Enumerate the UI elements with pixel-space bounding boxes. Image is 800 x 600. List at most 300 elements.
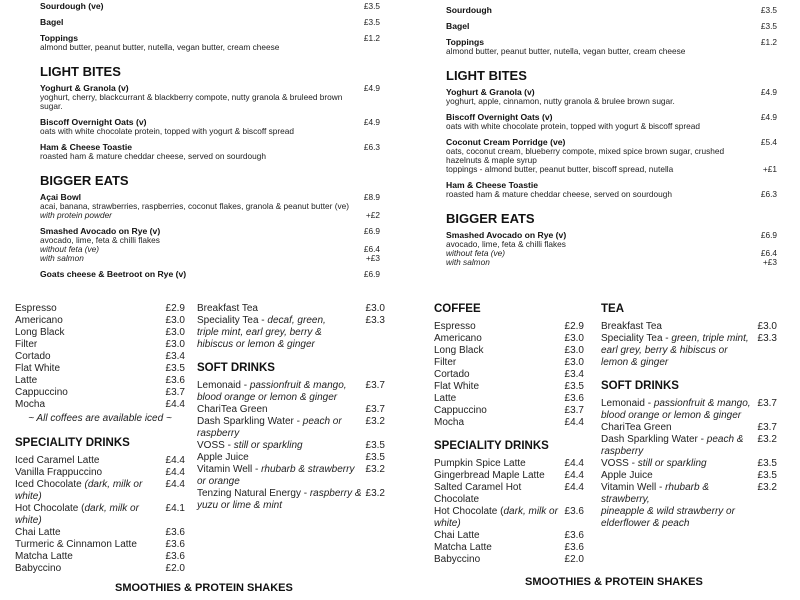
item-description-line [446,258,777,267]
menu-section [446,211,777,267]
drink-item [434,470,584,482]
drinks-menu-panel-left [0,300,400,600]
food-menu-column [40,2,380,286]
menu-item [40,84,380,111]
drink-price: £3.0 [564,345,584,356]
item-description: with protein powder [40,210,112,220]
drink-price: £4.1 [165,503,185,514]
drink-name: Americano [434,333,482,344]
drink-options: blood orange or lemon & ginger [197,392,338,403]
item-description: avocado, lime, feta & chilli flakes [446,239,566,249]
drink-options: decaf, green, [267,315,326,326]
drink-name: Flat White [15,363,61,374]
drink-label [434,530,480,542]
food-menu-panel-left [0,0,400,300]
drink-name: Vitamin Well - [197,464,262,475]
menu-item [40,270,380,279]
item-description-line [446,97,777,106]
item-name: Biscoff Overnight Oats (v) [446,112,553,122]
drink-item [197,315,385,327]
item-price: £3.5 [363,1,380,11]
drink-options: passionfruit & mango, [249,380,347,391]
drink-label [15,387,68,399]
drink-item [601,321,777,333]
drink-name: Dash Sparkling Water - [601,434,707,445]
drink-item [434,333,584,345]
drink-item [601,333,777,345]
drink-price: £3.5 [757,470,777,481]
drink-item [197,440,385,452]
drink-label [197,339,315,351]
menu-item [446,88,777,106]
menu-item [40,143,380,161]
drink-options: or orange [197,476,240,487]
drinks-column-right [197,303,385,512]
item-description-line [40,245,380,254]
drink-name: Breakfast Tea [197,303,258,314]
item-description-line [446,165,777,174]
drink-item [197,488,385,500]
drink-options: still or sparkling [637,458,707,469]
item-description: oats, coconut cream, blueberry compote, mixed spice brown sugar, crushed [446,146,725,156]
section-heading: BIGGER EATS [446,211,535,226]
drink-label [197,500,282,512]
drink-item [15,399,185,411]
drink-label [197,392,337,404]
menu-item [446,38,777,56]
drink-item [601,345,777,357]
drink-label [197,416,342,428]
drink-options: green, triple mint, [671,333,749,344]
drink-price: £3.5 [757,458,777,469]
drink-price: £3.4 [564,369,584,380]
drink-label [601,357,668,369]
drink-name: Apple Juice [197,452,249,463]
drink-label [197,440,303,452]
drink-label [434,357,456,369]
drink-options: white) [434,518,461,529]
item-description-line [40,102,380,111]
item-description: without feta (ve) [446,248,506,258]
menu-item [446,6,777,15]
item-name: Toppings [40,33,79,43]
drink-label [601,345,728,357]
drink-name: Babyccino [15,563,62,574]
section-heading: LIGHT BITES [446,68,527,83]
drink-item [15,327,185,339]
drink-item [601,357,777,369]
item-name: Smashed Avocado on Rye (v) [446,230,567,240]
drink-name: Tenzing Natural Energy - [197,488,310,499]
drink-name: Flat White [434,381,480,392]
drink-price: £3.2 [365,464,385,475]
drink-item [15,539,185,551]
item-price: £1.2 [363,33,380,43]
drink-item [15,467,185,479]
drink-name: VOSS - [601,458,638,469]
drink-item [434,542,584,554]
drink-item [601,470,777,482]
drink-item [601,410,777,422]
drink-price: £4.4 [165,467,185,478]
drink-label [197,476,240,488]
item-name: Açai Bowl [40,192,82,202]
drinks-section [601,379,777,530]
drink-label [15,351,51,363]
drink-price: £4.4 [564,417,584,428]
drink-item [434,321,584,333]
drink-item [434,506,584,518]
section-heading: SPECIALITY DRINKS [15,437,130,449]
drink-item [434,482,584,506]
drink-item [15,503,185,515]
drinks-section [601,302,777,369]
section-heading: SOFT DRINKS [601,380,679,392]
drink-price: £3.6 [564,530,584,541]
option-price: £6.4 [363,244,380,254]
drinks-menu-panel-right [400,300,800,600]
section-heading: TEA [601,303,624,315]
drink-item [601,398,777,410]
item-description: almond butter, peanut butter, nutella, vegan butter, cream cheese [446,46,686,56]
drink-options: rhubarb & strawberry, [601,482,710,505]
drink-price: £3.4 [165,351,185,362]
drink-name: Long Black [15,327,65,338]
drink-price: £3.7 [165,387,185,398]
drink-item [601,422,777,434]
item-description-line [40,127,380,136]
drink-label [434,345,483,357]
drink-name: Espresso [434,321,476,332]
item-description-line [40,254,380,263]
item-name: Toppings [446,37,485,47]
drink-name: Cappuccino [434,405,487,416]
drink-label [197,488,362,500]
drink-name: Vanilla Frappuccino [15,467,103,478]
menu-section [446,68,777,199]
drink-label [15,315,63,327]
drink-item [434,405,584,417]
drink-options: raspberry [601,446,644,457]
drink-options: raspberry & [309,488,362,499]
option-price: £6.3 [760,189,777,199]
drink-label [197,380,347,392]
drink-label [434,506,558,518]
drink-name: Speciality Tea - [601,333,672,344]
item-description-line [446,249,777,258]
menu-item [446,231,777,267]
drink-price: £4.4 [165,399,185,410]
menu-section [446,6,777,56]
drink-label [197,327,322,339]
drink-name: Mocha [434,417,465,428]
drink-name: Matcha Latte [434,542,492,553]
drink-item [15,303,185,315]
drink-name: Apple Juice [601,470,653,481]
drink-label [197,452,249,464]
food-menu-column [446,6,777,274]
item-description: with salmon [40,253,84,263]
drink-label [15,563,61,575]
drink-label [197,464,354,476]
drink-item [15,339,185,351]
drink-price: £3.6 [165,539,185,550]
drink-label [15,479,142,491]
drink-options: (dark, milk or [84,479,143,490]
drink-label [434,393,456,405]
drink-name: Espresso [15,303,57,314]
drink-label [15,503,139,515]
drink-item [434,458,584,470]
drink-name: Cappuccino [15,387,68,398]
drink-label [15,527,61,539]
drink-price: £2.0 [165,563,185,574]
drink-options: pineapple & wild strawberry or [601,506,735,517]
drink-price: £3.2 [757,434,777,445]
drink-label [434,321,476,333]
drink-item [601,482,777,506]
item-name: Sourdough [446,5,492,15]
drink-item [15,375,185,387]
drink-label [434,381,479,393]
item-price: £3.5 [760,21,777,31]
drink-name: Salted Caramel Hot Chocolate [434,482,522,505]
drink-label [15,363,60,375]
item-name: Bagel [446,21,470,31]
drink-label [15,399,45,411]
drink-item [197,476,385,488]
item-name: Goats cheese & Beetroot on Rye (v) [40,269,187,279]
drink-options: still or sparkling [233,440,303,451]
drink-price: £3.6 [165,527,185,538]
drink-item [601,518,777,530]
item-name: Biscoff Overnight Oats (v) [40,117,147,127]
drink-item [434,357,584,369]
drink-item [197,392,385,404]
drink-item [601,458,777,470]
item-description: with salmon [446,257,490,267]
drink-label [15,455,100,467]
drink-label [601,458,707,470]
item-price: £3.5 [363,17,380,27]
drink-options: hibiscus or lemon & ginger [197,339,315,350]
menu-item [40,118,380,136]
drink-options: blood orange or lemon & ginger [601,410,742,421]
menu-section [40,64,380,161]
drink-options: raspberry [197,428,240,439]
drink-price: £3.2 [365,416,385,427]
menu-item [40,193,380,220]
section-heading: SPECIALITY DRINKS [434,440,549,452]
drink-item [434,518,584,530]
drink-item [15,491,185,503]
drink-price: £3.6 [165,375,185,386]
drinks-section [434,439,584,566]
item-price: £6.3 [363,142,380,152]
drink-options: triple mint, earl grey, berry & [197,327,322,338]
drink-label [601,398,751,410]
drink-label [15,491,42,503]
drink-item [197,500,385,512]
drinks-section [434,302,584,429]
drink-name: Iced Chocolate [15,479,85,490]
drink-label [15,539,137,551]
drink-label [434,369,470,381]
item-price: £8.9 [363,192,380,202]
drink-name: Latte [15,375,38,386]
drink-options: yuzu or lime & mint [197,500,283,511]
menu-section [40,2,380,52]
menu-item [40,2,380,11]
drink-price: £3.0 [365,303,385,314]
drink-item [15,363,185,375]
item-name: Yoghurt & Granola (v) [446,87,535,97]
drink-options: peach or [302,416,342,427]
section-heading: COFFEE [434,303,481,315]
item-description: oats with white chocolate protein, topped with yogurt & biscoff spread [446,121,700,131]
item-description: roasted ham & mature cheddar cheese, served on sourdough [40,151,266,161]
drink-options: rhubarb & strawberry [261,464,355,475]
drink-price: £3.3 [365,315,385,326]
drink-price: £3.5 [365,440,385,451]
drink-options: earl grey, berry & hibiscus or [601,345,728,356]
item-price: £4.9 [363,117,380,127]
drink-label [434,458,526,470]
drink-price: £2.9 [165,303,185,314]
drink-name: Turmeric & Cinnamon Latte [15,539,137,550]
drinks-column-right [601,302,777,530]
drinks-section [197,303,385,351]
drink-item [15,515,185,527]
item-name: Sourdough (ve) [40,1,104,11]
drink-options: lemon & ginger [601,357,669,368]
drink-price: £3.7 [564,405,584,416]
drink-price: £2.9 [564,321,584,332]
drink-label [434,542,492,554]
drink-item [601,506,777,518]
item-description-line [40,43,380,52]
item-description-line [446,47,777,56]
item-price: £4.9 [760,112,777,122]
drink-item [15,351,185,363]
drink-label [601,482,754,506]
item-price: £6.9 [363,226,380,236]
item-title-row [40,2,380,11]
drink-item [601,446,777,458]
menu-item [446,138,777,174]
section-heading: LIGHT BITES [40,64,121,79]
drinks-section [15,436,185,575]
item-price: £3.5 [760,5,777,15]
drink-label [601,506,735,518]
drink-options: dark, milk or [84,503,139,514]
drink-price: £3.7 [757,398,777,409]
drink-name: Hot Chocolate ( [434,506,504,517]
drink-price: £3.2 [365,488,385,499]
item-title-row [40,18,380,27]
item-description: avocado, lime, feta & chilli flakes [40,235,160,245]
drink-item [197,464,385,476]
drink-price: £3.2 [757,482,777,493]
drink-label [434,554,480,566]
item-name: Smashed Avocado on Rye (v) [40,226,161,236]
drink-name: Gingerbread Maple Latte [434,470,545,481]
item-name: Ham & Cheese Toastie [446,180,539,190]
drink-name: Latte [434,393,457,404]
drink-name: Iced Caramel Latte [15,455,100,466]
food-menu-panel-right [400,0,800,300]
section-heading: BIGGER EATS [40,173,129,188]
drink-name: Dash Sparkling Water - [197,416,303,427]
drink-label [601,333,749,345]
drink-item [15,455,185,467]
drink-options: white) [15,515,42,526]
drink-price: £3.7 [757,422,777,433]
item-name: Bagel [40,17,64,27]
drink-price: £3.7 [365,380,385,391]
drink-label [601,518,689,530]
drink-label [601,470,653,482]
drink-label [15,327,64,339]
drink-item [434,369,584,381]
drink-item [15,551,185,563]
drinks-section [15,303,185,426]
drink-price: £4.4 [165,455,185,466]
drink-options: passionfruit & mango, [653,398,751,409]
drink-price: £3.7 [365,404,385,415]
item-price: £6.9 [363,269,380,279]
drink-options: dark, milk or [503,506,558,517]
drink-item [434,530,584,542]
drink-item [197,339,385,351]
item-title-row [40,270,380,279]
menu-item [446,113,777,131]
drink-name: Americano [15,315,63,326]
drink-name: Vitamin Well - [601,482,666,493]
drink-item [434,345,584,357]
drink-price: £3.5 [165,363,185,374]
drink-price: £3.0 [165,339,185,350]
drink-label [15,467,102,479]
drink-label [601,410,741,422]
option-price: +£1 [762,164,777,174]
item-description: acai, banana, strawberries, raspberries, coconut flakes, granola & peanut butter (ve) [40,201,349,211]
menu-item [446,22,777,31]
item-description: yoghurt, apple, cinnamon, nutty granola & brulee brown sugar. [446,96,675,106]
item-title-row [446,22,777,31]
drink-item [197,303,385,315]
drink-item [434,554,584,566]
drink-name: VOSS - [197,440,234,451]
drink-item [197,428,385,440]
drink-item [197,380,385,392]
drink-item [434,393,584,405]
drink-name: ChariTea Green [601,422,672,433]
drink-options: peach & [706,434,744,445]
drink-name: Babyccino [434,554,481,565]
drink-label [197,404,268,416]
drink-name: ChariTea Green [197,404,268,415]
drink-label [434,470,545,482]
drink-item [197,452,385,464]
drink-name: Speciality Tea - [197,315,268,326]
item-price: £1.2 [760,37,777,47]
drink-price: £2.0 [564,554,584,565]
item-price: £6.9 [760,230,777,240]
drink-price: £3.6 [165,551,185,562]
drink-price: £3.6 [564,506,584,517]
drink-label [15,375,37,387]
